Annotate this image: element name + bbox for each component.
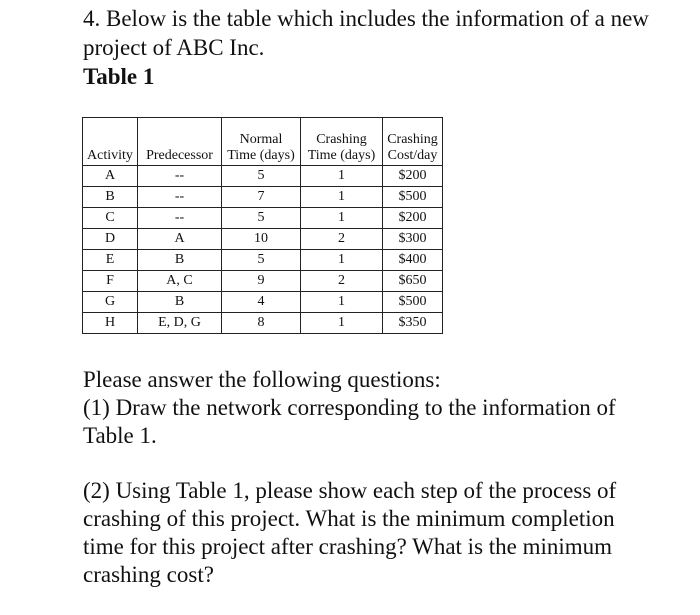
table-cell: 1 — [301, 313, 383, 334]
table-cell: $400 — [383, 250, 443, 271]
table-cell: 5 — [222, 208, 301, 229]
table-cell: $350 — [383, 313, 443, 334]
table-cell: G — [83, 292, 138, 313]
table-cell: E, D, G — [138, 313, 222, 334]
table-header-row — [83, 148, 443, 166]
table-cell: $650 — [383, 271, 443, 292]
table-title: Table 1 — [83, 64, 155, 89]
table-cell: A — [138, 229, 222, 250]
table-cell: 4 — [222, 292, 301, 313]
table-cell: 1 — [301, 208, 383, 229]
questions-section — [83, 366, 643, 589]
table-cell: B — [138, 292, 222, 313]
table-cell: B — [83, 187, 138, 208]
table-cell: 2 — [301, 229, 383, 250]
header-cell: Time (days) — [222, 148, 301, 166]
header-cell: Crashing — [301, 118, 383, 149]
table-row — [83, 292, 443, 313]
header-cell: Time (days) — [301, 148, 383, 166]
table-cell: $500 — [383, 187, 443, 208]
questions-prompt: Please answer the following questions: — [83, 367, 441, 392]
table-cell: -- — [138, 187, 222, 208]
table-cell: 1 — [301, 166, 383, 187]
table-cell: 9 — [222, 271, 301, 292]
table-row — [83, 271, 443, 292]
header-cell — [138, 118, 222, 149]
header-cell — [83, 118, 138, 149]
table-cell: H — [83, 313, 138, 334]
table-row — [83, 208, 443, 229]
problem-statement: 4. Below is the table which includes the information of a new project of ABC Inc. — [83, 6, 649, 60]
header-cell: Activity — [83, 148, 138, 166]
table-cell: F — [83, 271, 138, 292]
table-row — [83, 250, 443, 271]
header-cell: Predecessor — [138, 148, 222, 166]
table-cell: E — [83, 250, 138, 271]
table-cell: -- — [138, 166, 222, 187]
table-cell: 2 — [301, 271, 383, 292]
table-cell: $500 — [383, 292, 443, 313]
table-cell: 7 — [222, 187, 301, 208]
table-cell: 5 — [222, 250, 301, 271]
header-cell: Normal — [222, 118, 301, 149]
table-header-row — [83, 118, 443, 149]
question-1: (1) Draw the network corresponding to the information of Table 1. — [83, 395, 616, 448]
question-2: (2) Using Table 1, please show each step of the process of crashing of this project. What is the minimum completion time for this project after crashing? What is the minimum crashing cost? — [83, 478, 617, 587]
header-cell: Crashing — [383, 118, 443, 149]
table-cell: 1 — [301, 187, 383, 208]
table-row — [83, 187, 443, 208]
table-cell: $200 — [383, 208, 443, 229]
table-cell: -- — [138, 208, 222, 229]
table-row — [83, 229, 443, 250]
project-table — [82, 117, 443, 334]
table-cell: 1 — [301, 292, 383, 313]
table-cell: 10 — [222, 229, 301, 250]
table-cell: A — [83, 166, 138, 187]
table-cell: D — [83, 229, 138, 250]
header-cell: Cost/day — [383, 148, 443, 166]
table-cell: B — [138, 250, 222, 271]
table-cell: $200 — [383, 166, 443, 187]
table-cell: $300 — [383, 229, 443, 250]
table-cell: A, C — [138, 271, 222, 292]
table-row — [83, 166, 443, 187]
table-cell: 1 — [301, 250, 383, 271]
table-cell: 8 — [222, 313, 301, 334]
table-row — [83, 313, 443, 334]
table-cell: 5 — [222, 166, 301, 187]
table-cell: C — [83, 208, 138, 229]
